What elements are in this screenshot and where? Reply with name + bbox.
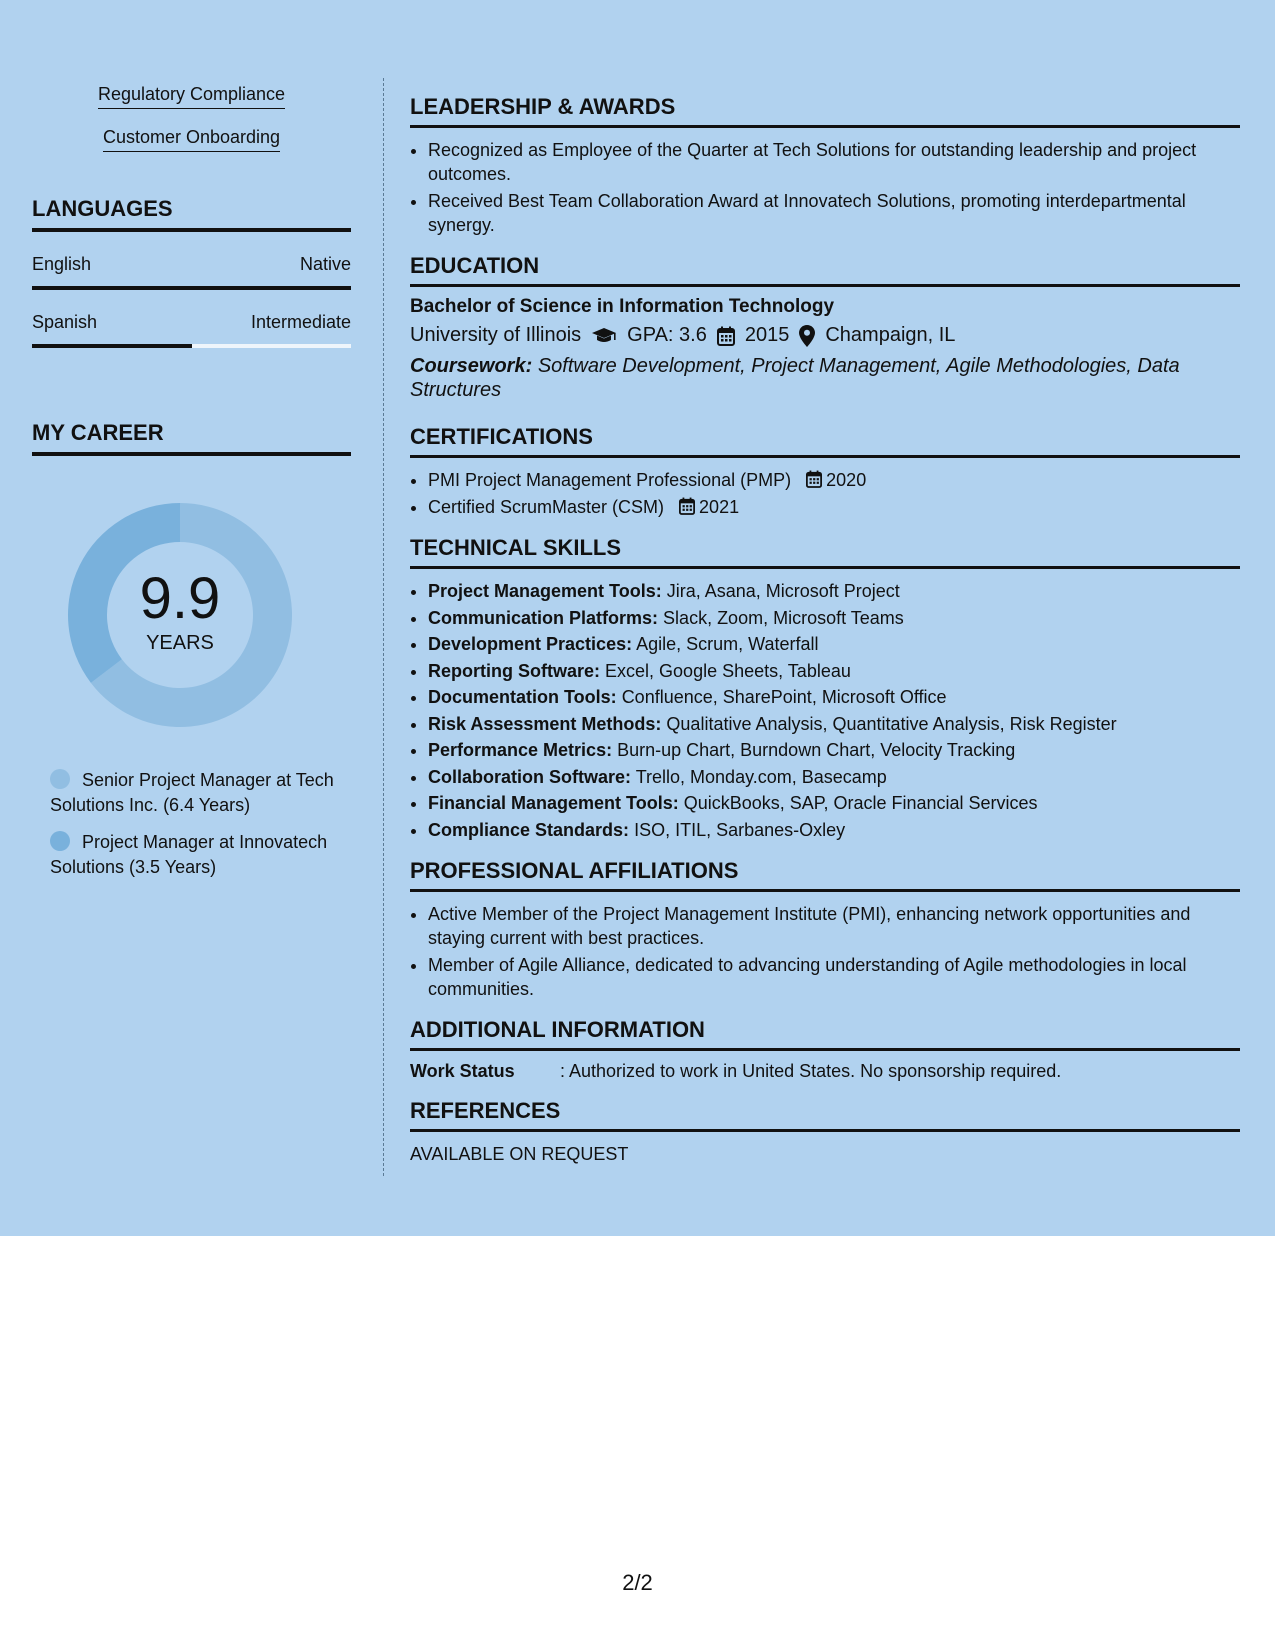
list-item	[428, 659, 1240, 683]
language-item	[32, 254, 351, 290]
additional-info-title: ADDITIONAL INFORMATION	[410, 1017, 1240, 1051]
language-name: Spanish	[32, 312, 98, 332]
affiliations-title: PROFESSIONAL AFFILIATIONS	[410, 858, 1240, 892]
affiliations-section	[410, 858, 1240, 1001]
calendar-icon	[679, 497, 695, 515]
certification-name: Certified ScrumMaster (CSM)	[428, 497, 665, 517]
work-status-label: Work Status	[410, 1060, 515, 1081]
language-level: Intermediate	[250, 312, 351, 332]
certifications-title: CERTIFICATIONS	[410, 424, 1240, 458]
list-item	[428, 818, 1240, 842]
page-number: 2/2	[622, 1570, 653, 1595]
education-coursework	[410, 354, 1240, 402]
skill-value: Qualitative Analysis, Quantitative Analysis, Risk Register	[666, 713, 1117, 734]
references-text: AVAILABLE ON REQUEST	[410, 1143, 629, 1164]
skill-tags	[32, 84, 351, 152]
left-column	[32, 84, 351, 892]
skill-label: Financial Management Tools:	[428, 793, 679, 813]
career-total-unit: YEARS	[146, 631, 214, 654]
skill-value: QuickBooks, SAP, Oracle Financial Services	[683, 793, 1038, 813]
list-item: • Recognized as Employee of the Quarter at Tech Solutions for outstanding leadership and project outcomes.	[428, 138, 1240, 186]
work-status-value: : Authorized to work in United States. No sponsorship required.	[560, 1060, 1062, 1081]
education-year: 2015	[744, 324, 790, 346]
list-item	[428, 712, 1240, 736]
coursework-text: Software Development, Project Management, Agile Methodologies, Data Structures	[410, 355, 1180, 401]
column-divider	[383, 78, 384, 1176]
list-item	[428, 468, 1240, 492]
education-gpa: GPA: 3.6	[627, 324, 707, 346]
list-item: • Active Member of the Project Management Institute (PMI), enhancing network opportunities and staying current with best practices.	[428, 902, 1240, 950]
list-item: • Member of Agile Alliance, dedicated to advancing understanding of Agile methodologies in local communities.	[428, 953, 1240, 1001]
leadership-title: LEADERSHIP & AWARDS	[410, 94, 1240, 128]
leadership-list	[410, 138, 1240, 237]
calendar-icon	[806, 470, 822, 488]
skill-value: Slack, Zoom, Microsoft Teams	[663, 607, 904, 628]
skill-value: Excel, Google Sheets, Tableau	[605, 660, 851, 681]
skill-value: Trello, Monday.com, Basecamp	[635, 766, 887, 787]
skill-label: Documentation Tools:	[428, 687, 617, 707]
skill-label: Reporting Software:	[428, 660, 601, 681]
skill-label: Risk Assessment Methods:	[428, 713, 662, 734]
legend-label: Project Manager at Innovatech Solutions (3.5 Years)	[50, 832, 328, 877]
leadership-section	[410, 94, 1240, 237]
legend-dot	[50, 831, 70, 851]
work-status-row	[410, 1061, 1240, 1082]
education-school: University of Illinois	[410, 324, 582, 346]
languages-title: LANGUAGES	[32, 196, 351, 232]
certifications-list	[410, 468, 1240, 519]
certifications-section	[410, 424, 1240, 519]
references-title: REFERENCES	[410, 1098, 1240, 1132]
education-title: EDUCATION	[410, 253, 1240, 287]
coursework-label: Coursework:	[410, 355, 533, 377]
skill-label: Communication Platforms:	[428, 607, 659, 628]
skill-tag: Regulatory Compliance	[98, 84, 285, 109]
career-title: MY CAREER	[32, 420, 351, 456]
career-donut-chart	[65, 500, 295, 730]
languages-section	[32, 196, 351, 348]
skill-value: ISO, ITIL, Sarbanes-Oxley	[634, 819, 846, 840]
list-item	[428, 606, 1240, 630]
language-name: English	[32, 254, 92, 274]
technical-skills-list	[410, 579, 1240, 842]
skill-value: Burn-up Chart, Burndown Chart, Velocity Tracking	[617, 740, 1016, 760]
certification-year: 2021	[699, 497, 740, 517]
certification-name: PMI Project Management Professional (PMP)	[428, 470, 792, 490]
list-item	[428, 579, 1240, 603]
legend-item	[50, 830, 340, 880]
skill-label: Collaboration Software:	[428, 766, 632, 787]
skill-value: Agile, Scrum, Waterfall	[636, 634, 819, 654]
skill-label: Project Management Tools:	[428, 581, 662, 601]
location-pin-icon	[799, 325, 815, 347]
education-degree: Bachelor of Science in Information Technology	[410, 296, 835, 317]
list-item: • Received Best Team Collaboration Award at Innovatech Solutions, promoting interdepartmental synergy.	[428, 189, 1240, 237]
list-item	[428, 632, 1240, 656]
additional-info-section	[410, 1017, 1240, 1082]
technical-skills-section	[410, 535, 1240, 842]
affiliations-list	[410, 902, 1240, 1001]
education-section	[410, 253, 1240, 402]
references-section	[410, 1098, 1240, 1165]
career-section	[32, 420, 351, 880]
list-item	[428, 738, 1240, 762]
calendar-icon	[717, 326, 735, 346]
skill-value: Confluence, SharePoint, Microsoft Office	[621, 687, 947, 707]
technical-skills-title: TECHNICAL SKILLS	[410, 535, 1240, 569]
language-bar	[32, 286, 351, 290]
skill-label: Compliance Standards:	[428, 819, 630, 840]
career-legend	[50, 768, 340, 880]
language-bar	[32, 344, 351, 348]
donut-center	[65, 500, 295, 730]
career-total-years: 9.9	[139, 565, 221, 631]
legend-item	[50, 768, 340, 818]
list-item	[428, 791, 1240, 815]
skill-tag: Customer Onboarding	[103, 127, 280, 152]
skill-label: Development Practices:	[428, 634, 633, 654]
list-item	[428, 495, 1240, 519]
legend-dot	[50, 769, 70, 789]
language-bar-fill	[32, 286, 351, 290]
education-meta	[410, 324, 1240, 347]
skill-value: Jira, Asana, Microsoft Project	[666, 581, 900, 601]
graduation-cap-icon	[591, 327, 617, 345]
language-item	[32, 312, 351, 348]
language-level: Native	[299, 254, 351, 274]
language-bar-fill	[32, 344, 192, 348]
list-item	[428, 685, 1240, 709]
list-item	[428, 765, 1240, 789]
education-location: Champaign, IL	[825, 324, 956, 346]
certification-year: 2020	[826, 470, 867, 490]
legend-label: Senior Project Manager at Tech Solutions Inc. (6.4 Years)	[50, 770, 334, 815]
right-column	[410, 94, 1240, 1181]
skill-label: Performance Metrics:	[428, 740, 613, 760]
